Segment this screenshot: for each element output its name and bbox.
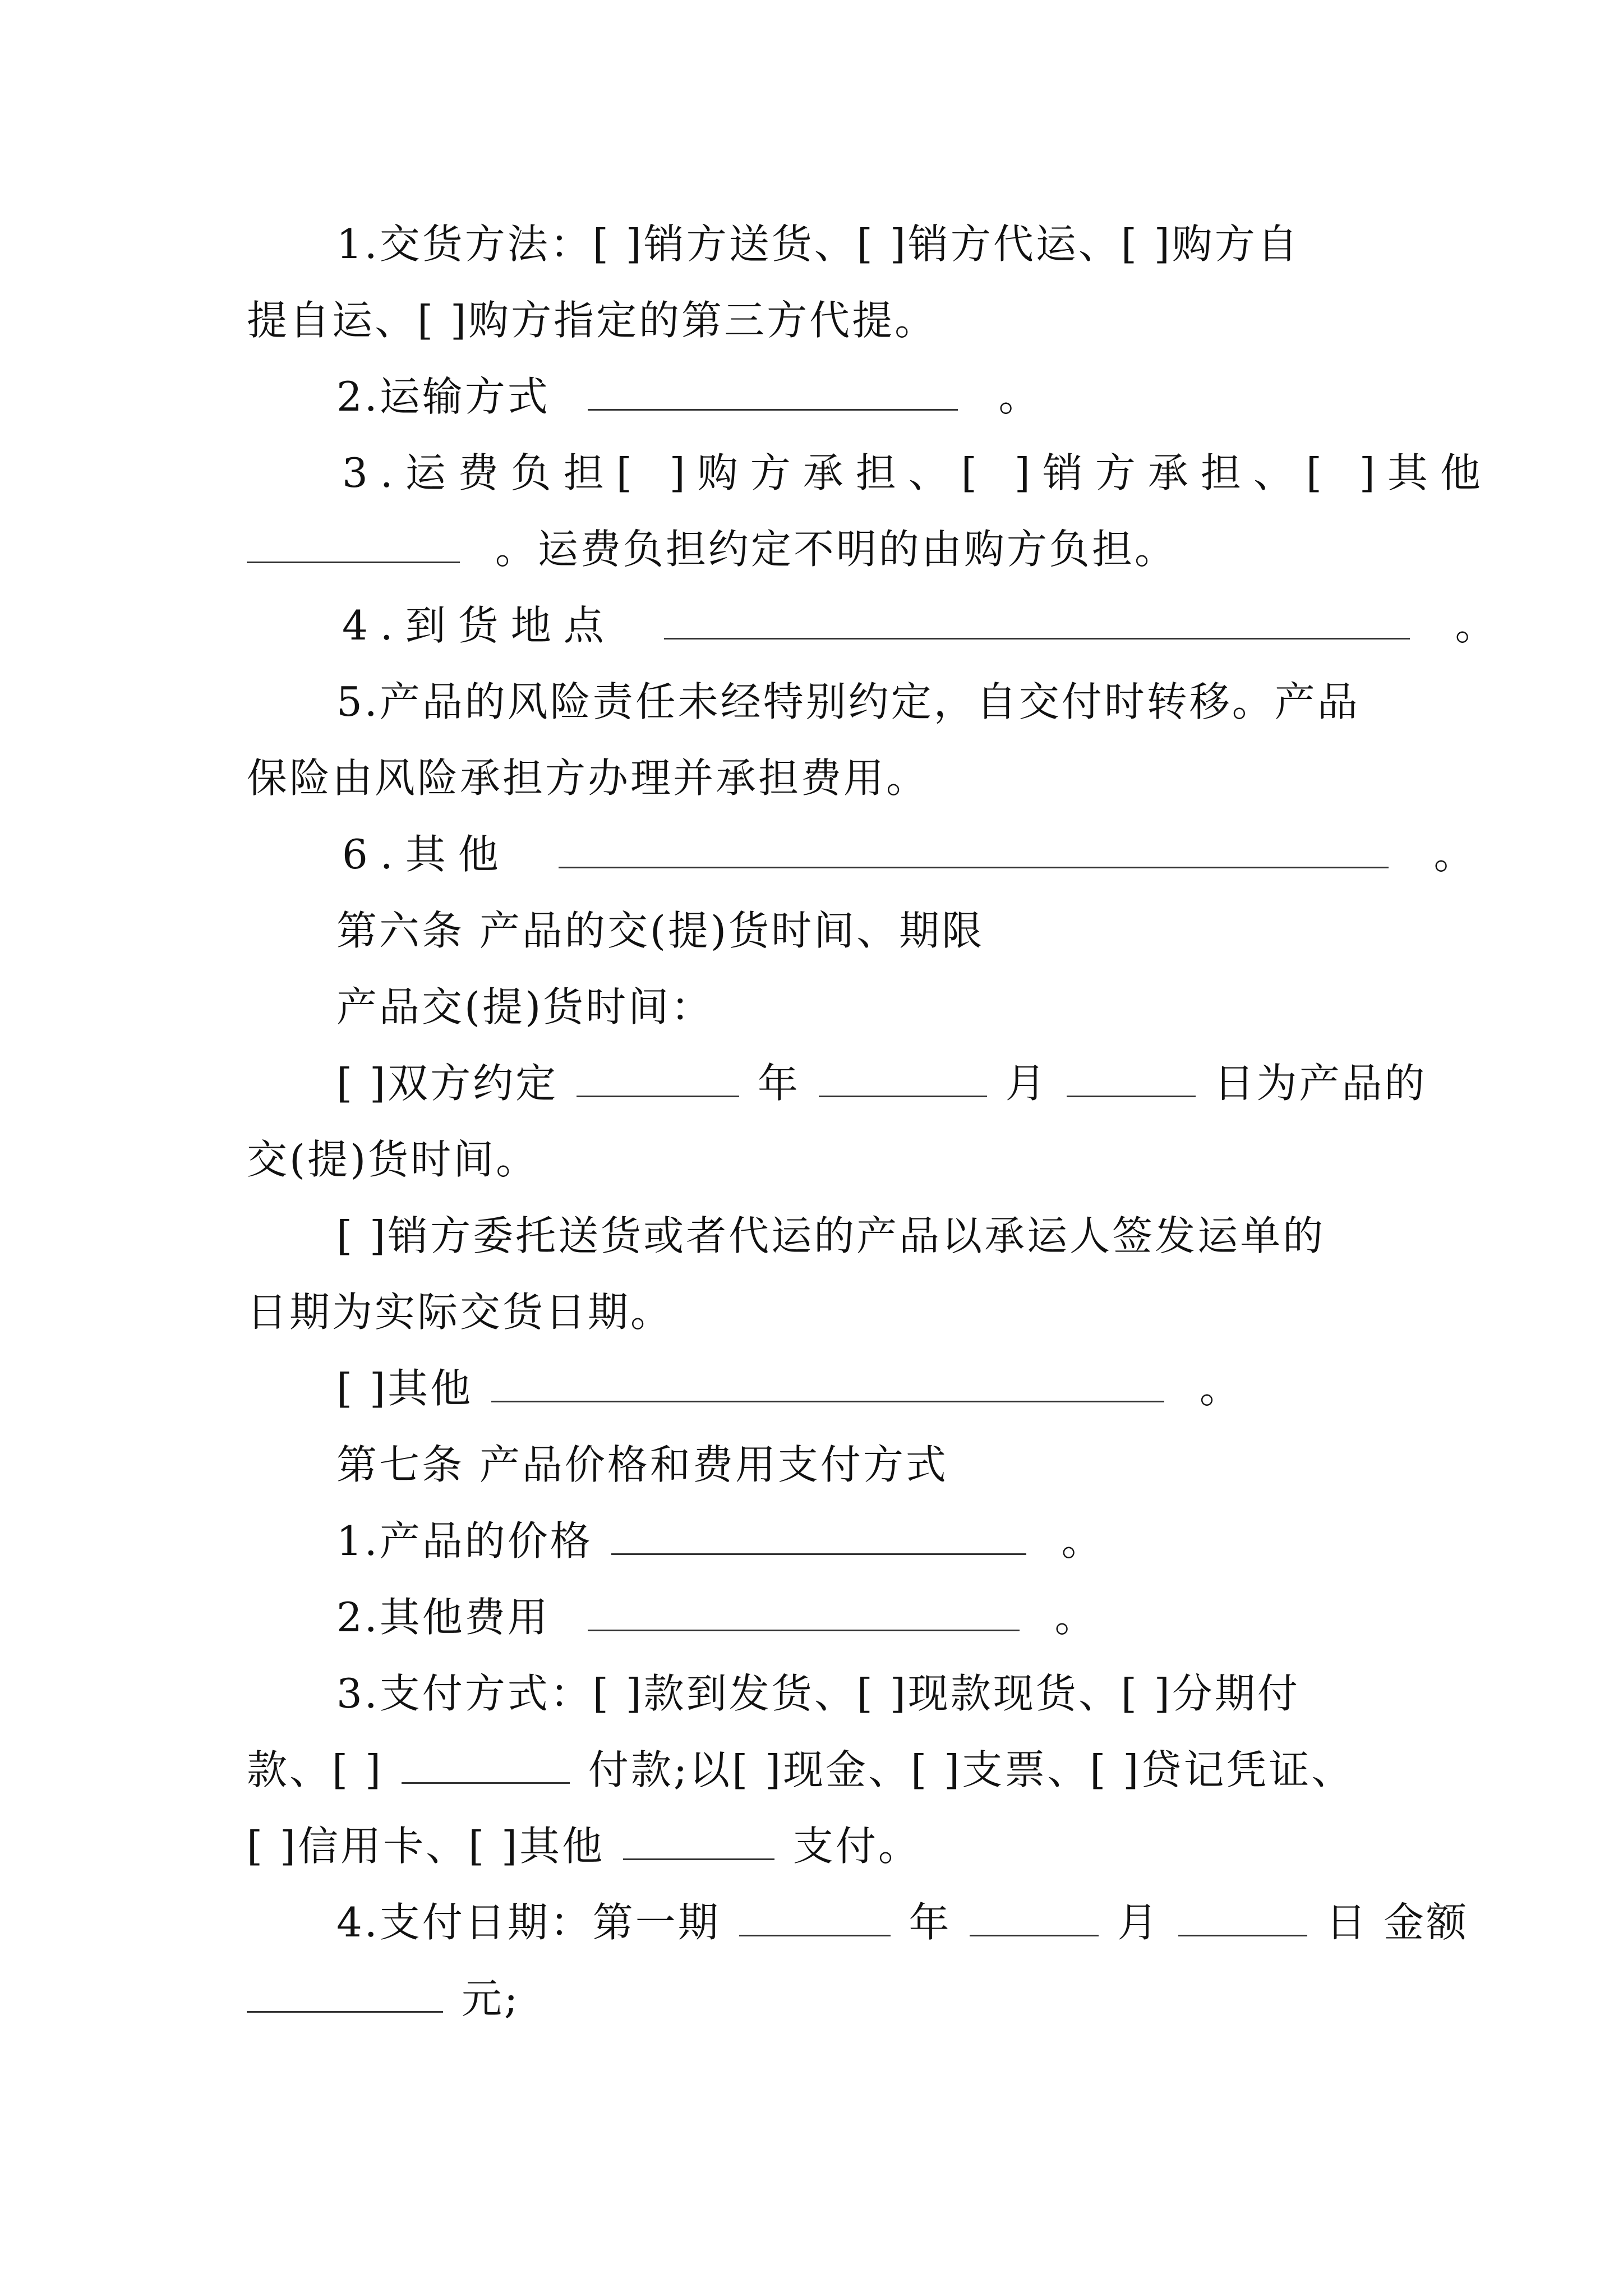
clause-freight: 3.运费负担[ ]购方承担、[ ]销方承担、[ ]其他: [342, 449, 1493, 496]
payment-other-field[interactable]: [623, 1818, 774, 1860]
clause-other: 6.其他 。: [342, 826, 1487, 882]
other-fees-field[interactable]: [588, 1589, 1020, 1631]
payment-amount-field[interactable]: [247, 1971, 443, 2013]
clause-arrival-place: 4.到货地点 。: [342, 597, 1508, 654]
clause-risk: 5.产品的风险责任未经特别约定，自交付时转移。产品: [336, 678, 1360, 725]
clause-delivery-method: 1.交货方法：[ ]销方送货、[ ]销方代运、[ ]购方自: [336, 220, 1300, 268]
clause-payment-amount: 元;: [247, 1971, 520, 2027]
delivery-time-other: [ ]其他 。: [336, 1360, 1242, 1416]
clause-payment-method-cont: 款、[ ] 付款;以[ ]现金、[ ]支票、[ ]贷记凭证、: [247, 1742, 1354, 1798]
price-field[interactable]: [611, 1513, 1026, 1555]
delivery-time-label: 产品交(提)货时间：: [336, 983, 714, 1030]
clause-price: 1.产品的价格 。: [336, 1513, 1104, 1569]
clause-payment-date: 4.支付日期：第一期 年 月 日 金额: [336, 1894, 1469, 1950]
clause-payment-method: 3.支付方式：[ ]款到发货、[ ]现款现货、[ ]分期付: [336, 1670, 1300, 1717]
delivery-time-other-field[interactable]: [491, 1360, 1164, 1402]
delivery-time-consigned: [ ]销方委托送货或者代运的产品以承运人签发运单的: [336, 1212, 1326, 1259]
clause-freight-cont: 。运费负担约定不明的由购方负担。: [247, 521, 1177, 577]
delivery-time-consigned-cont: 日期为实际交货日期。: [247, 1289, 674, 1336]
transport-method-field[interactable]: [588, 369, 958, 411]
delivery-day-field[interactable]: [1067, 1055, 1196, 1097]
article-6-heading: 第六条 产品的交(提)货时间、期限: [336, 907, 985, 954]
clause-risk-cont: 保险由风险承担方办理并承担费用。: [247, 754, 929, 802]
payment-day-field[interactable]: [1178, 1894, 1307, 1936]
freight-other-field[interactable]: [247, 521, 460, 563]
payment-term-field[interactable]: [402, 1742, 570, 1784]
delivery-time-agreed-cont: 交(提)货时间。: [247, 1136, 539, 1183]
other-field[interactable]: [559, 826, 1389, 868]
article-7-heading: 第七条 产品价格和费用支付方式: [336, 1441, 948, 1488]
delivery-year-field[interactable]: [577, 1055, 739, 1097]
delivery-time-agreed: [ ]双方约定 年 月 日为产品的: [336, 1055, 1427, 1111]
clause-transport-method: 2.运输方式 。: [336, 369, 1041, 425]
arrival-place-field[interactable]: [664, 597, 1410, 639]
clause-delivery-method-cont: 提自运、[ ]购方指定的第三方代提。: [247, 297, 938, 344]
delivery-month-field[interactable]: [819, 1055, 987, 1097]
payment-year-field[interactable]: [739, 1894, 891, 1936]
clause-other-fees: 2.其他费用 。: [336, 1589, 1098, 1645]
payment-month-field[interactable]: [970, 1894, 1099, 1936]
clause-payment-instrument: [ ]信用卡、[ ]其他 支付。: [247, 1818, 921, 1874]
